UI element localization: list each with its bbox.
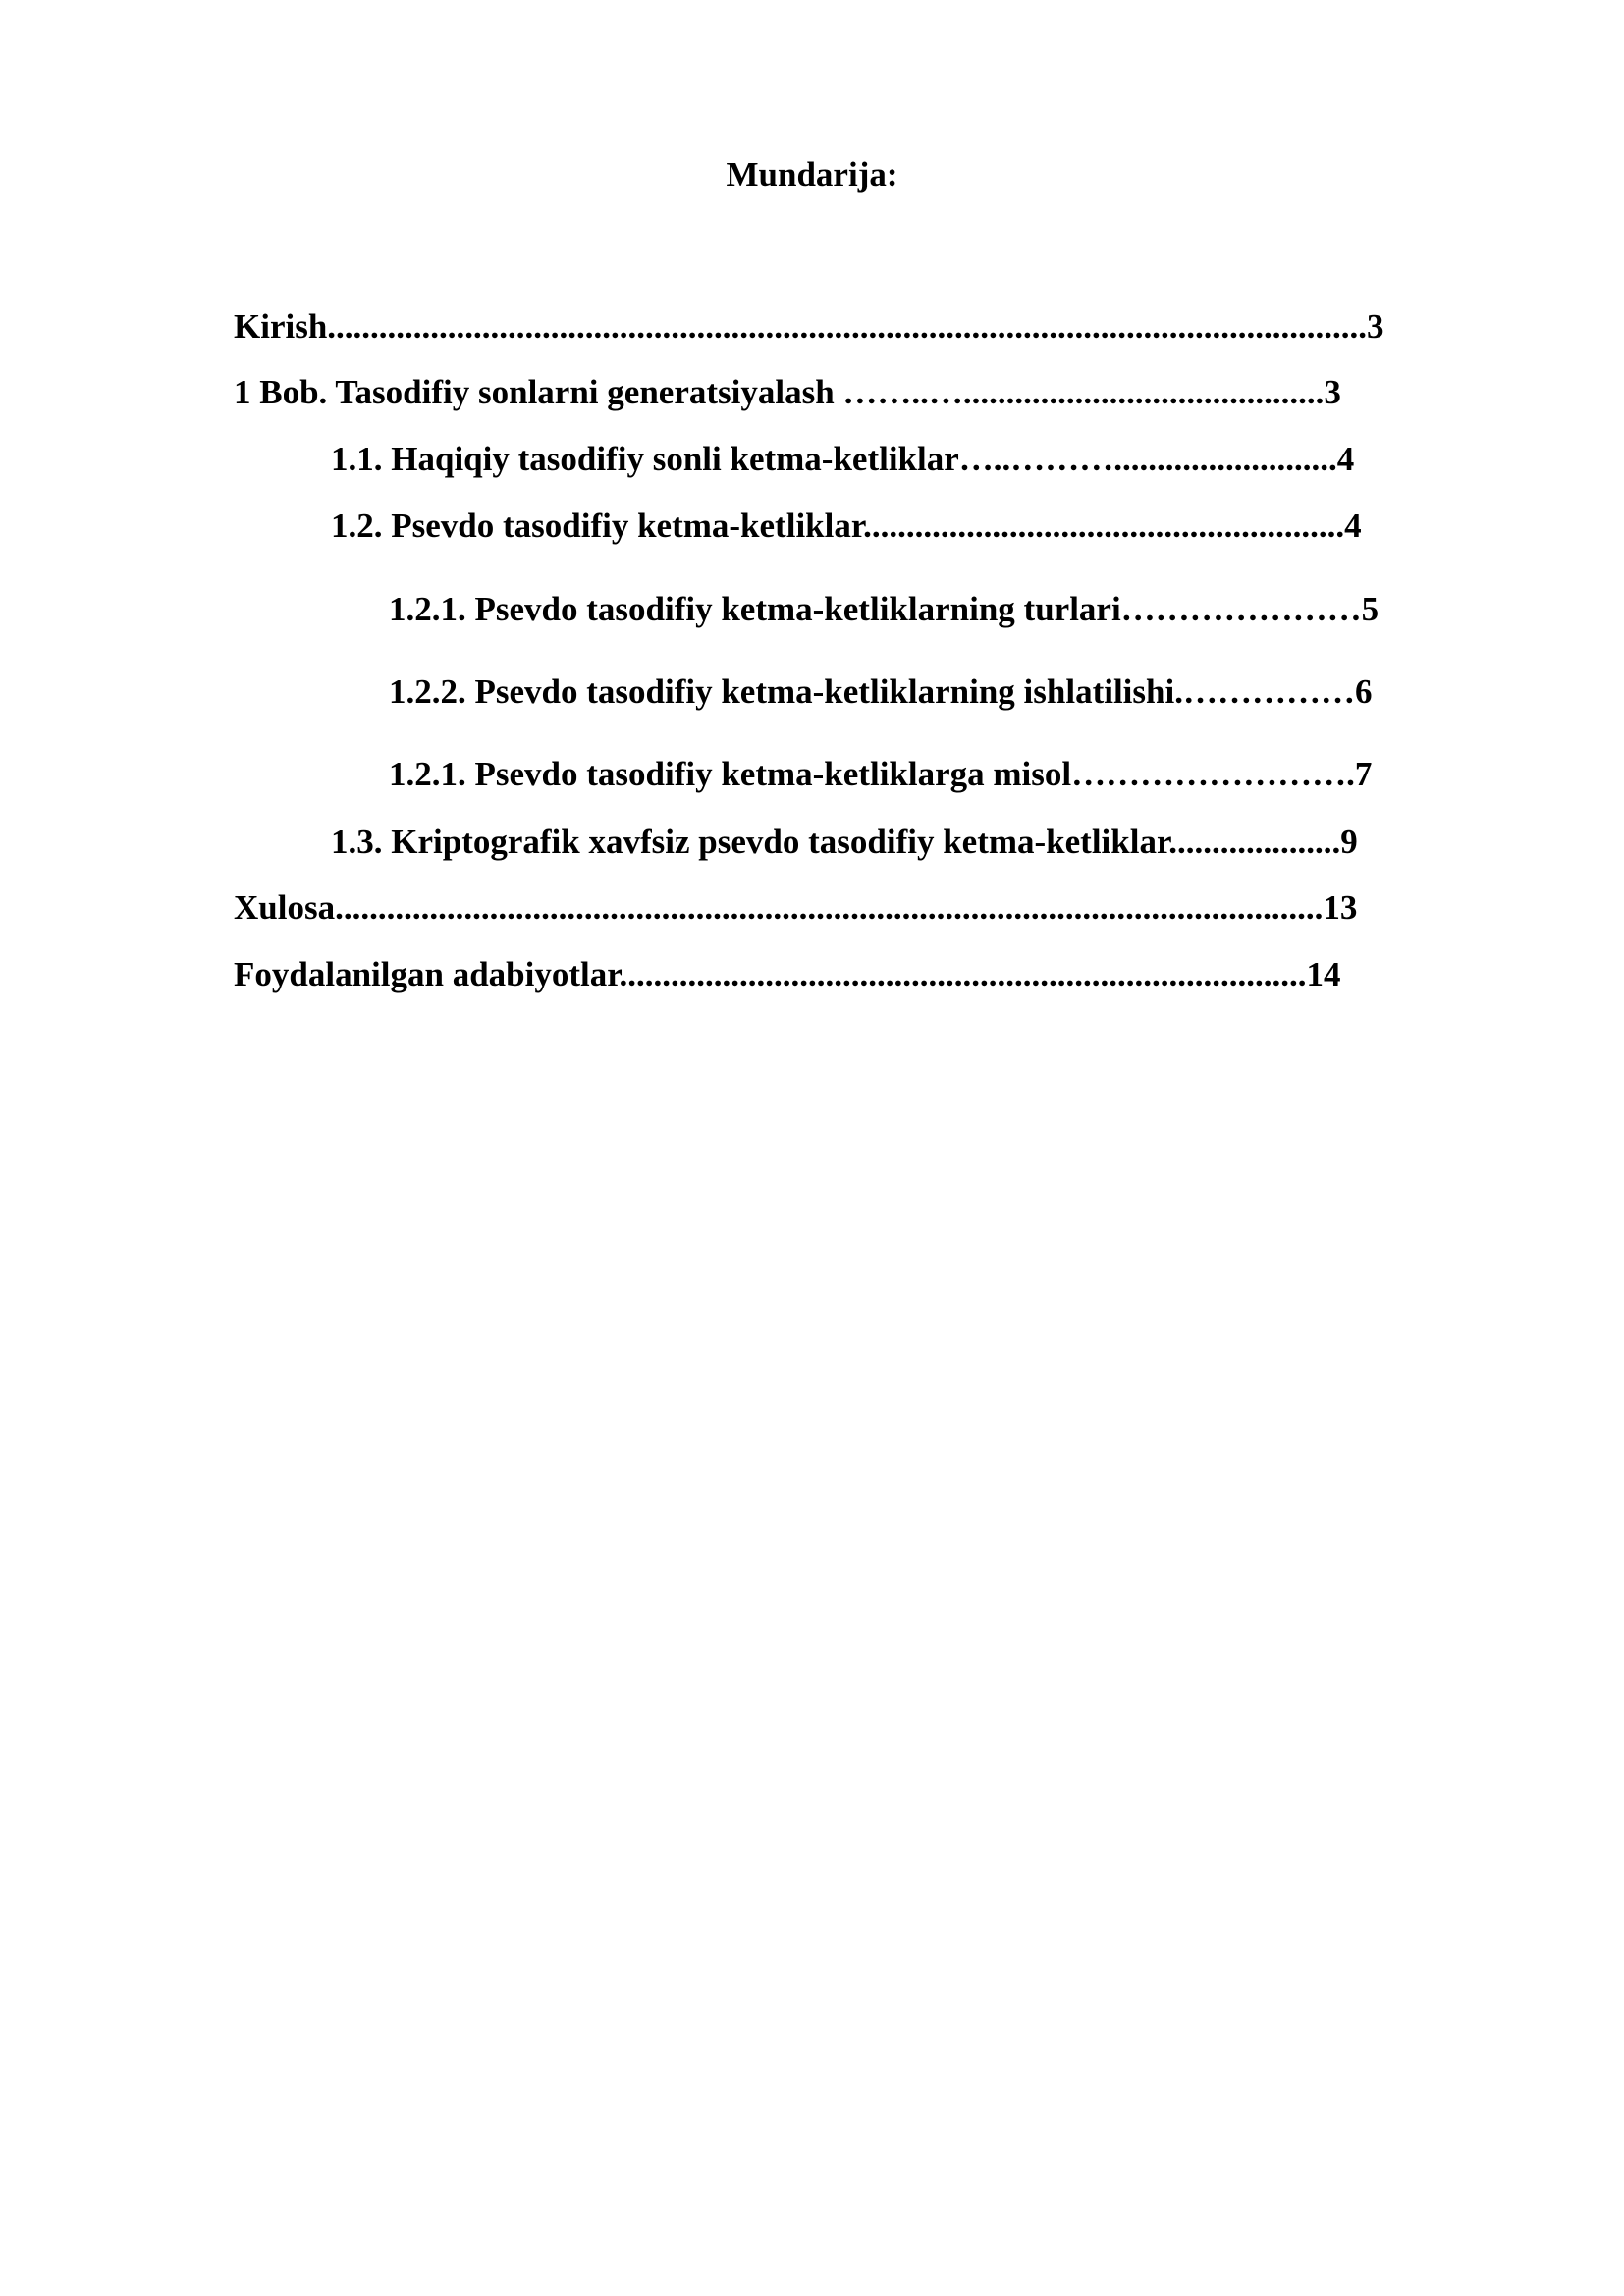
toc-entry-chapter-1: 1 Bob. Tasodifiy sonlarni generatsiyalash ……..…..........................................3 xyxy=(234,373,1341,411)
toc-entry-xulosa: Xulosa...................................................................................................................13 xyxy=(234,888,1358,927)
toc-entry-1-1: 1.1. Haqiqiy tasodifiy sonli ketma-ketliklar…..………..........................4 xyxy=(331,440,1355,478)
toc-entry-1-2-1-misol: 1.2.1. Psevdo tasodifiy ketma-ketliklarga misol…………………….7 xyxy=(389,755,1373,793)
toc-entry-1-2-1-turlari: 1.2.1. Psevdo tasodifiy ketma-ketliklarning turlari…………………5 xyxy=(389,590,1380,628)
toc-entry-kirish: Kirish.........................................................................................................................3 xyxy=(234,307,1384,346)
toc-entry-1-3: 1.3. Kriptografik xavfsiz psevdo tasodifiy ketma-ketliklar....................9 xyxy=(331,823,1358,861)
toc-entry-1-2-2: 1.2.2. Psevdo tasodifiy ketma-ketliklarning ishlatilishi.……………6 xyxy=(389,672,1373,711)
page-title: Mundarija: xyxy=(726,155,898,193)
toc-entry-1-2: 1.2. Psevdo tasodifiy ketma-ketliklar........................................................4 xyxy=(331,507,1362,545)
toc-entry-adabiyotlar: Foydalanilgan adabiyotlar................................................................................14 xyxy=(234,955,1341,993)
